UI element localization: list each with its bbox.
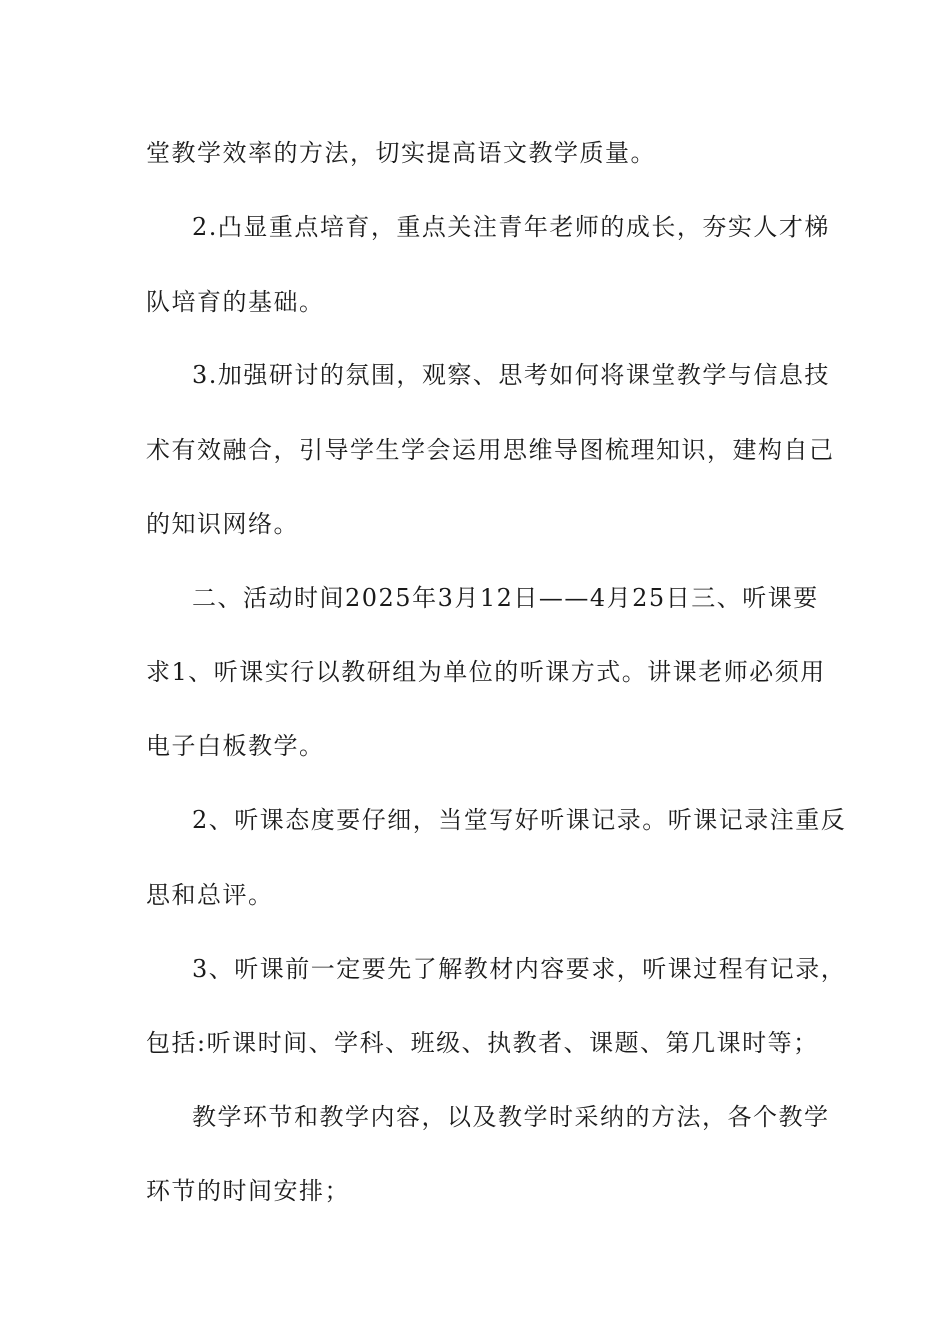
text-line-6: 的知识网络。 <box>146 510 299 538</box>
text-line-1: 堂教学效率的方法，切实提高语文教学质量。 <box>146 139 656 167</box>
text-line-12: 3、听课前一定要先了解教材内容要求，听课过程有记录， <box>192 955 847 983</box>
text-line-4: 3.加强研讨的氛围，观察、思考如何将课堂教学与信息技 <box>192 361 830 389</box>
text-line-11: 思和总评。 <box>146 881 274 909</box>
text-line-7: 二、活动时间2025年3月12日——4月25日三、听课要 <box>192 584 819 612</box>
text-line-2: 2.凸显重点培育，重点关注青年老师的成长，夯实人才梯 <box>192 213 830 241</box>
text-line-8: 求1、听课实行以教研组为单位的听课方式。讲课老师必须用 <box>146 658 826 686</box>
text-line-3: 队培育的基础。 <box>146 288 325 316</box>
text-line-5: 术有效融合，引导学生学会运用思维导图梳理知识，建构自己 <box>146 436 835 464</box>
text-line-10: 2、听课态度要仔细，当堂写好听课记录。听课记录注重反 <box>192 806 847 834</box>
text-line-15: 环节的时间安排； <box>146 1177 350 1205</box>
text-line-14: 教学环节和教学内容，以及教学时采纳的方法，各个教学 <box>192 1103 830 1131</box>
text-line-13: 包括:听课时间、学科、班级、执教者、课题、第几课时等； <box>146 1029 819 1057</box>
text-line-9: 电子白板教学。 <box>146 732 325 760</box>
